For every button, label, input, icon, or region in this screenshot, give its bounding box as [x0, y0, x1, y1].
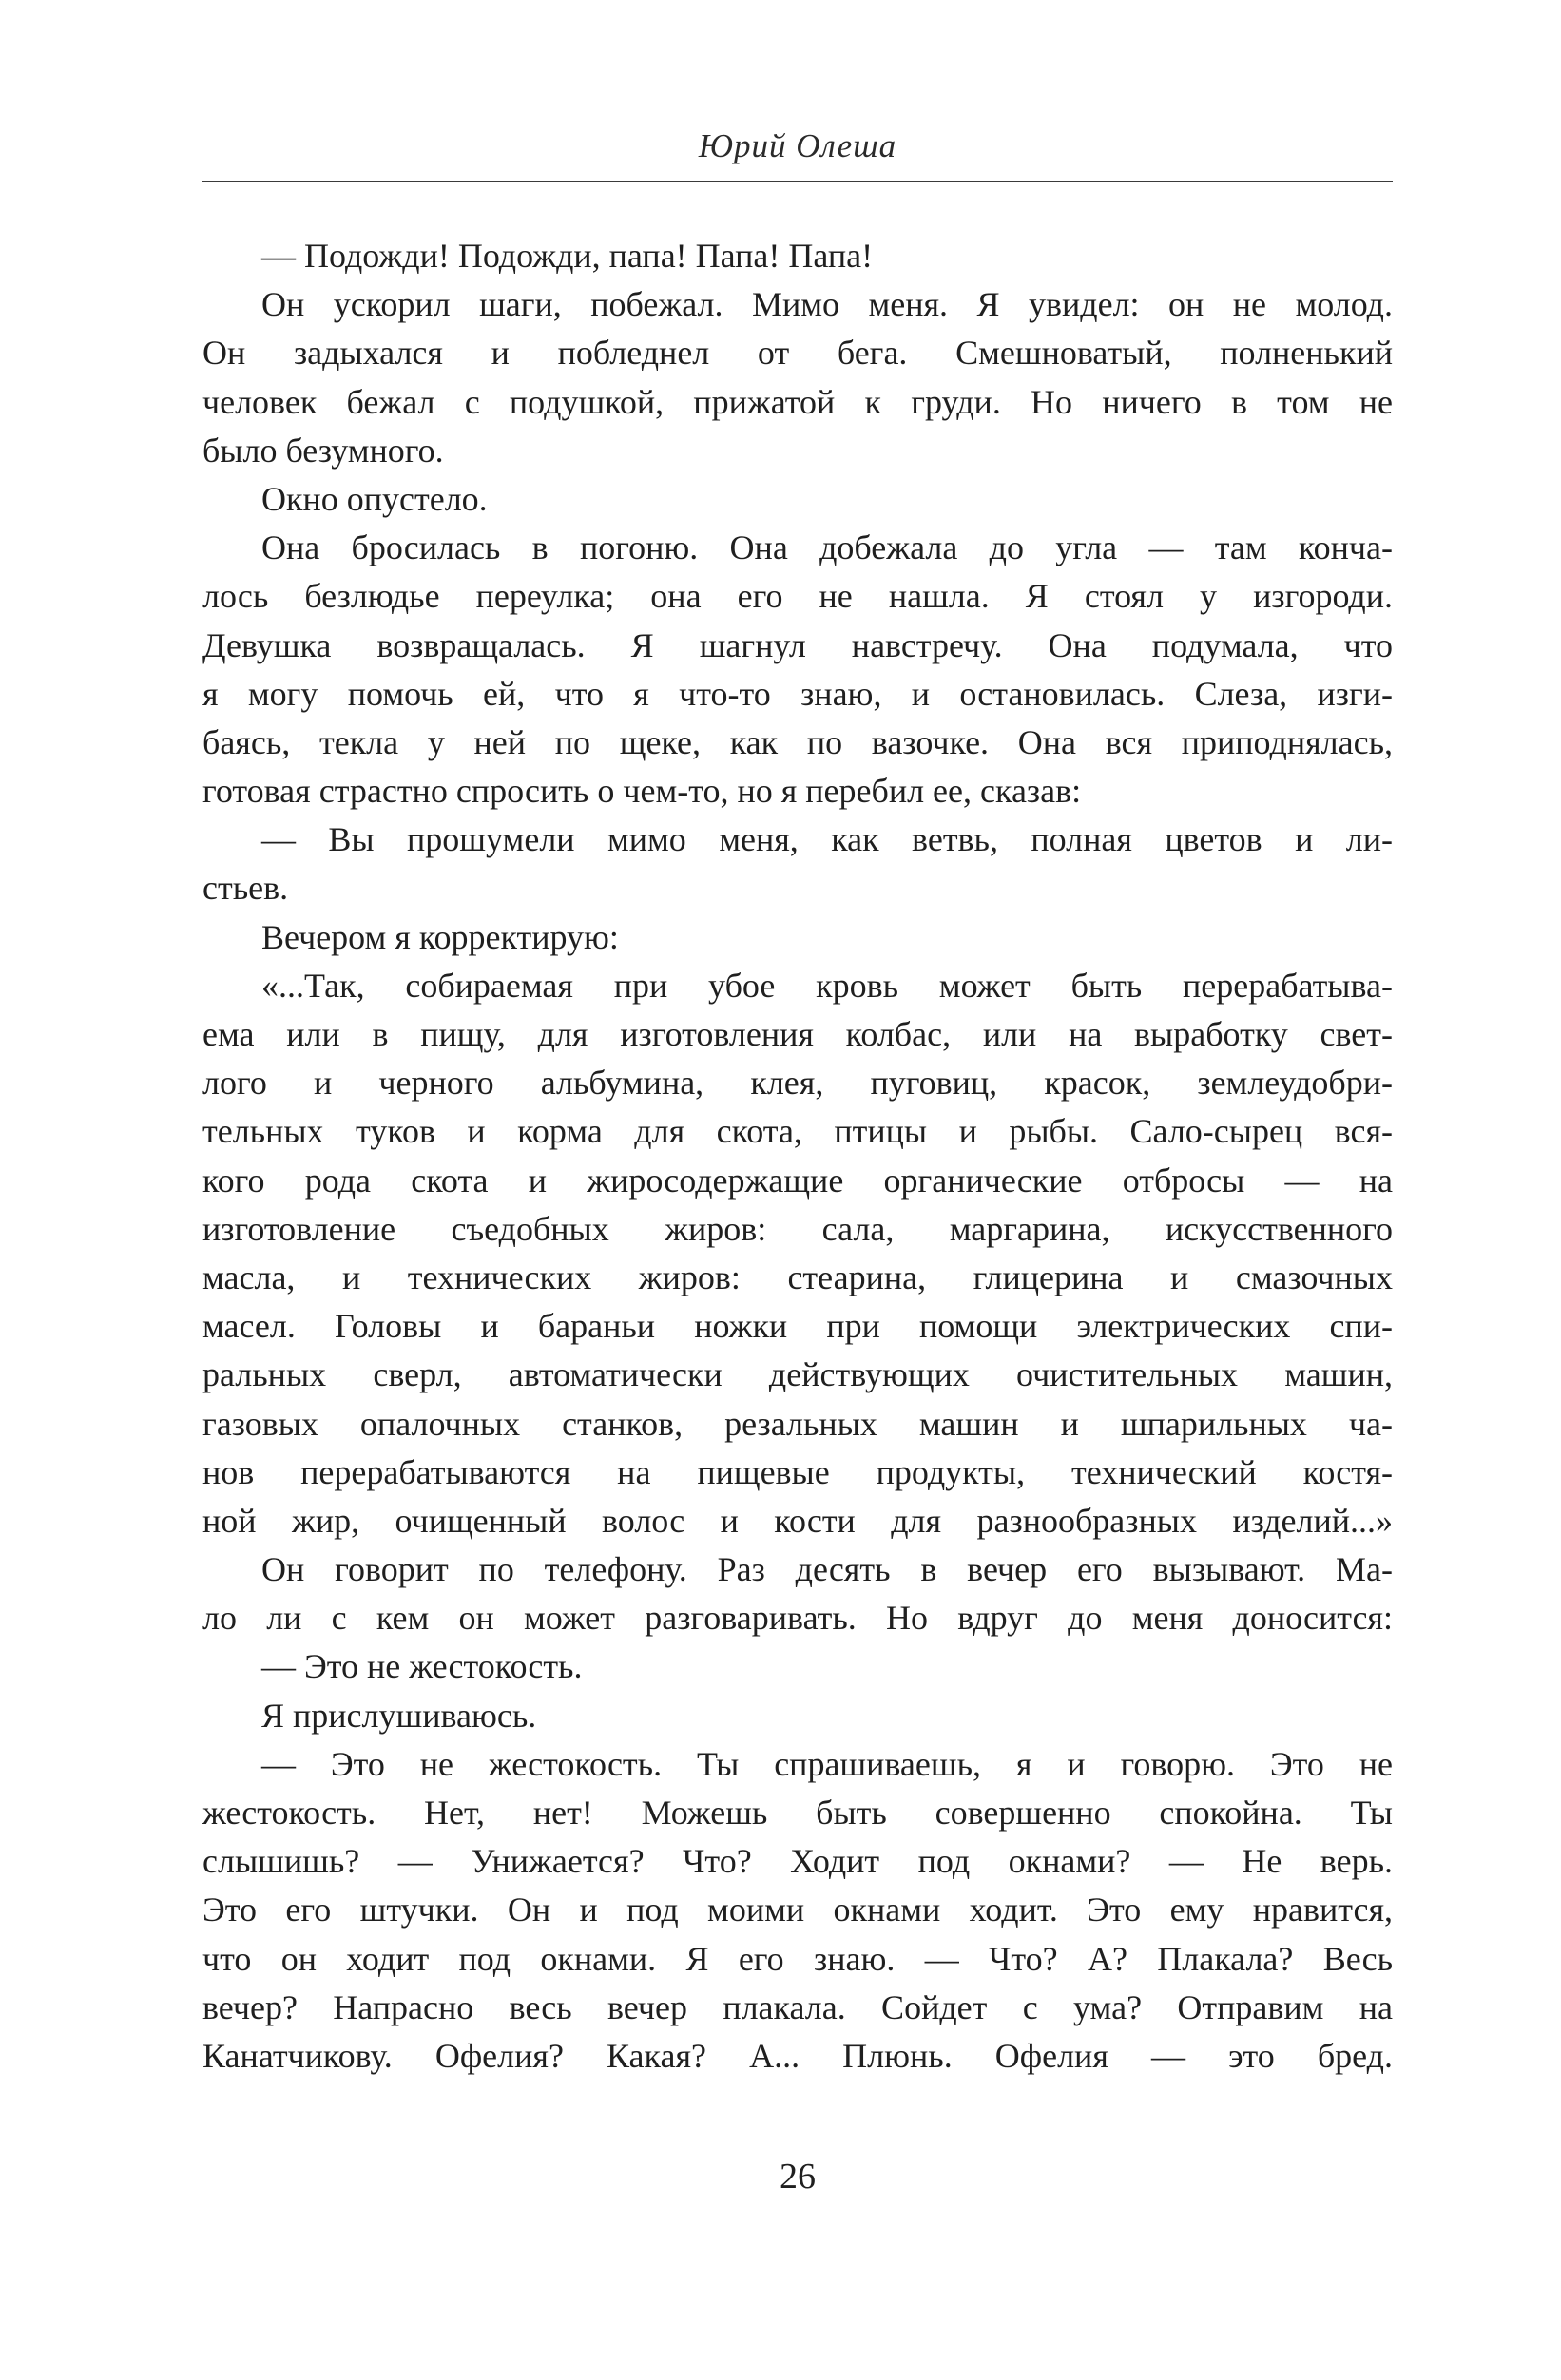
text-line: Это его штучки. Он и под моими окнами ходит. Это ему нравится,	[202, 1891, 1393, 1929]
text-line: лого и черного альбумина, клея, пуговиц, красок, землеудобри-	[202, 1064, 1393, 1103]
text-line: Канатчикову. Офелия? Какая? А... Плюнь. Офелия — это бред.	[202, 2036, 1393, 2075]
page-number: 26	[780, 2157, 816, 2197]
text-line: Он ускорил шаги, побежал. Мимо меня. Я увидел: он не молод.	[261, 285, 1393, 324]
text-line: — Это не жестокость. Ты спрашиваешь, я и говорю. Это не	[261, 1744, 1393, 1783]
text-line: вечер? Напрасно весь вечер плакала. Сойдет с ума? Отправим на	[202, 1987, 1393, 2026]
text-line: готовая страстно спросить о чем-то, но я перебил ее, сказав:	[202, 772, 1082, 811]
text-line: Вечером я корректирую:	[261, 917, 619, 956]
text-line: что он ходит под окнами. Я его знаю. — Что? А? Плакала? Весь	[202, 1939, 1393, 1978]
text-line: я могу помочь ей, что я что-то знаю, и остановилась. Слеза, изги-	[202, 674, 1393, 713]
text-line: ной жир, очищенный волос и кости для разнообразных изделий...»	[202, 1501, 1393, 1540]
text-line: стьев.	[202, 869, 289, 908]
text-line: изготовление съедобных жиров: сала, маргарина, искусственного	[202, 1209, 1393, 1248]
text-line: Окно опустело.	[261, 479, 488, 518]
text-line: — Подожди! Подожди, папа! Папа! Папа!	[261, 237, 874, 275]
text-line: слышишь? — Унижается? Что? Ходит под окнами? — Не верь.	[202, 1842, 1393, 1881]
text-line: жестокость. Нет, нет! Можешь быть совершенно спокойна. Ты	[202, 1794, 1393, 1832]
text-line: Девушка возвращалась. Я шагнул навстречу. Она подумала, что	[202, 625, 1393, 664]
text-line: баясь, текла у ней по щеке, как по вазочке. Она вся приподнялась,	[202, 722, 1393, 761]
text-line: было безумного.	[202, 431, 444, 470]
running-head-author: Юрий Олеша	[698, 127, 897, 164]
text-line: — Это не жестокость.	[261, 1647, 583, 1686]
text-line: Она бросилась в погоню. Она добежала до угла — там конча-	[261, 528, 1393, 567]
text-line: Он говорит по телефону. Раз десять в вечер его вызывают. Ма-	[261, 1550, 1393, 1589]
text-line: человек бежал с подушкой, прижатой к груди. Но ничего в том не	[202, 382, 1393, 421]
text-line: газовых опалочных станков, резальных машин и шпарильных ча-	[202, 1404, 1393, 1443]
text-line: ральных сверл, автоматически действующих очистительных машин,	[202, 1355, 1393, 1394]
text-line: масла, и технических жиров: стеарина, глицерина и смазочных	[202, 1257, 1393, 1296]
text-line: тельных туков и корма для скота, птицы и рыбы. Сало-сырец вся-	[202, 1112, 1393, 1151]
text-line: нов перерабатываются на пищевые продукты, технический костя-	[202, 1452, 1393, 1491]
text-line: «...Так, собираемая при убое кровь может быть перерабатыва-	[261, 966, 1393, 1005]
text-line: ема или в пищу, для изготовления колбас, или на выработку свет-	[202, 1015, 1393, 1053]
text-line: — Вы прошумели мимо меня, как ветвь, полная цветов и ли-	[261, 820, 1393, 859]
text-line: Он задыхался и побледнел от бега. Смешноватый, полненький	[202, 334, 1393, 373]
text-line: ло ли с кем он может разговаривать. Но вдруг до меня доносится:	[202, 1599, 1393, 1638]
text-line: лось безлюдье переулка; она его не нашла. Я стоял у изгороди.	[202, 577, 1393, 616]
text-line: масел. Головы и бараньи ножки при помощи электрических спи-	[202, 1307, 1393, 1346]
text-line: Я прислушиваюсь.	[261, 1696, 537, 1735]
body-text	[202, 232, 1393, 2081]
header-rule	[202, 181, 1393, 182]
text-line: кого рода скота и жиросодержащие органические отбросы — на	[202, 1161, 1393, 1200]
